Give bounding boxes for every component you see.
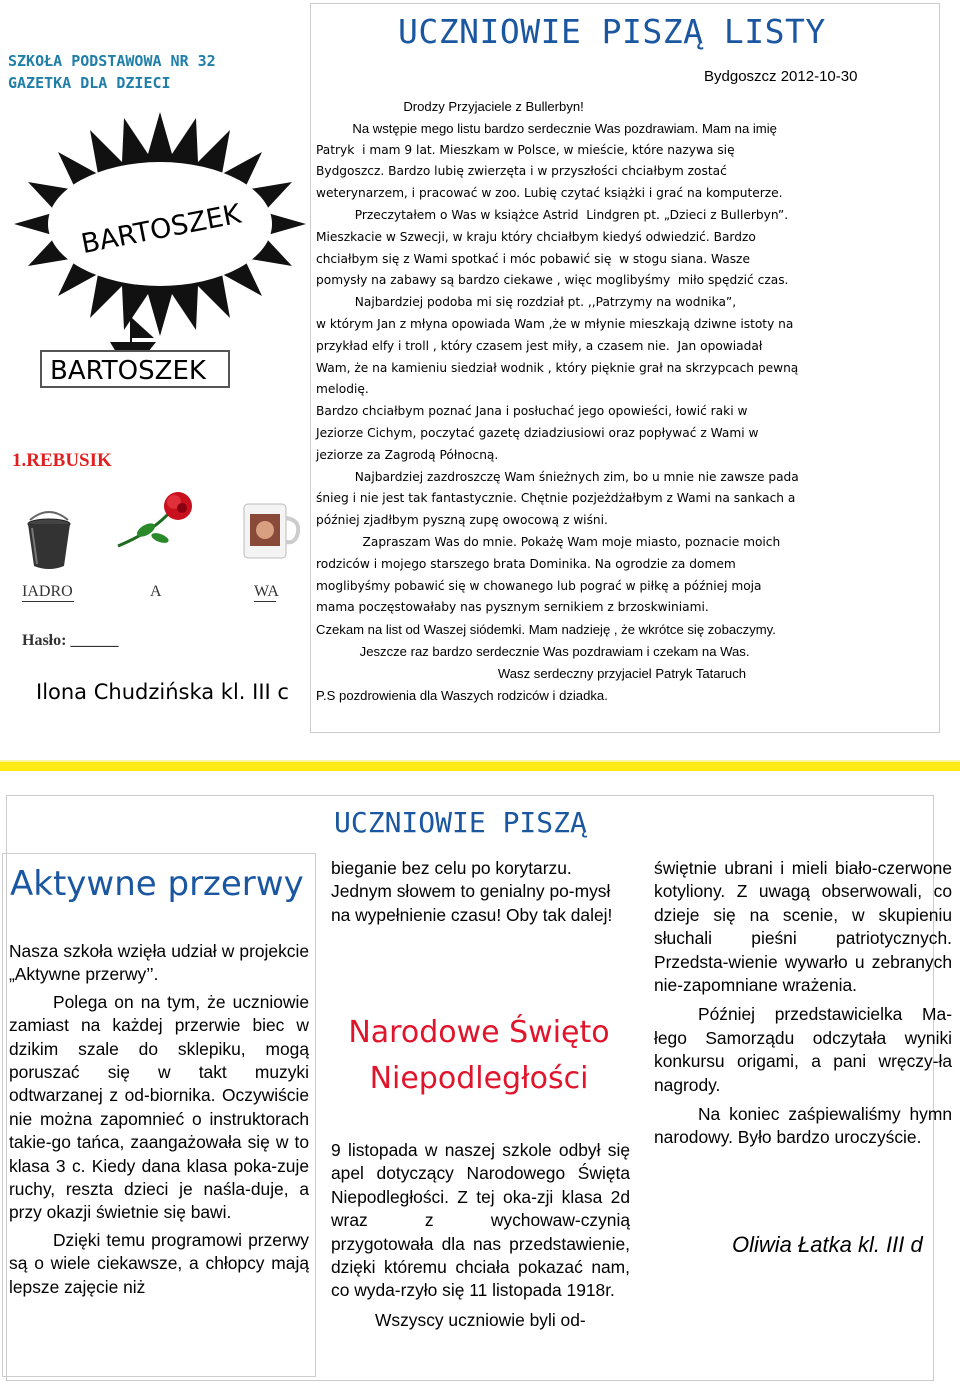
letter-line: Patryk i mam 9 lat. Mieszkam w Polsce, w mieście, które nazywa się — [316, 142, 735, 157]
rebus-word-3: WA — [254, 583, 279, 600]
letter-body — [316, 96, 926, 706]
letter-line: w którym Jan z młyna opowiada Wam ,że w młynie mieszkają dziwne istoty na — [316, 316, 794, 331]
letter-line: Przeczytałem o Was w książce Astrid Lindgren pt. „Dzieci z Bullerbyn”. — [316, 207, 789, 222]
letter-date: Bydgoszcz 2012-10-30 — [704, 68, 858, 85]
students-heading: UCZNIOWIE PISZĄ — [334, 806, 587, 839]
rebus-word-2: A — [150, 583, 162, 600]
letter-line: Najbardziej zazdroszczę Wam śnieżnych zim, bo u mnie nie zawsze pada — [316, 469, 799, 484]
title-line-2: Niepodległości — [369, 1061, 589, 1096]
school-line-2: GAZETKA DLA DZIECI — [8, 74, 171, 92]
logo-starburst — [12, 108, 308, 340]
letter-line: Wam, że na kamieniu siedział wodnik , który pięknie grał na skrzypcach pewną — [316, 360, 799, 375]
article-paragraph: Na koniec zaśpiewaliśmy hymn narodowy. Było bardzo uroczyście. — [654, 1104, 952, 1148]
letter-line: jeziorze za Zagrodą Północną. — [316, 447, 499, 462]
title-line-1: Narodowe Święto — [348, 1015, 610, 1050]
article-paragraph: Wszyscy uczniowie byli od- — [375, 1309, 586, 1330]
column-2-lower — [331, 1139, 630, 1332]
letter-line: rodziców i mojego starszego brata Dominika. Na ogrodzie za domem — [316, 556, 736, 571]
article-paragraph: Później przedstawicielka Ma-łego Samorządu odczytała wyniki konkursu origami, a pani wręczy-ła nagrody. — [654, 1004, 952, 1095]
letter-line: mama poczęstowałaby nas pysznym sernikiem z brzoskwiniami. — [316, 600, 709, 615]
letter-line: weterynarzem, i pracować w zoo. Lubię czytać książki i grać na komputerze. — [316, 186, 783, 201]
strike-line — [254, 601, 276, 602]
column-3 — [654, 857, 952, 1150]
rebus-word-1: IADRO — [22, 583, 73, 600]
rebus-title: 1.REBUSIK — [12, 450, 112, 471]
letter-line: Jeszcze raz bardzo serdecznie Was pozdrawiam i czekam na Was. — [316, 643, 750, 659]
letter-line: Mieszkacie w Szwecji, w kraju który chciałbym kiedyś odwiedzić. Bardzo — [316, 229, 756, 244]
letter-line: Bardzo chciałbym poznać Jana i posłuchać jego opowieści, łowić raki w — [316, 404, 748, 419]
letter-line: melodię. — [316, 382, 369, 397]
author-top: Ilona Chudzińska kl. III c — [36, 680, 289, 704]
article-title-independence-day — [334, 1010, 624, 1102]
letter-line: przykład elfy i troll , który czasem jest miły, a czasem nie. Jan opowiadał — [316, 338, 763, 353]
mug-icon — [242, 500, 300, 562]
author-bottom: Oliwia Łatka kl. III d — [732, 1232, 923, 1257]
article-paragraph: świętnie ubrani i mieli biało-czerwone kotyliony. Z uwagą obserwowali, co dzieje się na scenie, w skupieniu słuchali pieśni patriotycznych. Przedsta-wienie wywarło u zebranych nie-zapomniane wrażenia. — [654, 858, 952, 996]
starburst-icon — [12, 108, 308, 340]
letter-signature: Wasz serdeczny przyjaciel Patryk Tataruch — [316, 665, 747, 681]
letter-line: Drodzy Przyjaciele z Bullerbyn! — [316, 99, 584, 114]
article-paragraph: Nasza szkoła wzięła udział w projekcie „Aktywne przerwy’’. — [9, 941, 309, 985]
section-separator — [0, 760, 960, 771]
letter-line: Jeziorze Cichym, poczytać gazetę dziadziusiowi oraz popływać z Wami w — [316, 425, 759, 440]
letter-line: Czekam na list od Waszej siódemki. Mam nadzieję , że wkrótce się zobaczymy. — [316, 622, 776, 638]
letter-line: chciałbym się z Wami spotkać i móc pobawić się w stogu siana. Wasze — [316, 251, 750, 266]
letter-postscript: P.S pozdrowienia dla Waszych rodziców i dziadka. — [316, 687, 608, 703]
letter-line: później zjadłbym pyszną zupę owocową z wiśni. — [316, 513, 608, 528]
logo-star-text: BARTOSZEK — [78, 198, 244, 261]
letter-line: moglibyśmy pobawić się w chowanego lub pograć w piłkę a później moja — [316, 578, 762, 593]
letter-line: Na wstępie mego listu bardzo serdecznie Was pozdrawiam. Mam na imię — [316, 120, 777, 136]
column-2 — [331, 857, 630, 927]
article-paragraph: Polega on na tym, że uczniowie zamiast na każdej przerwie biec w dzikim szale do sklepiku, mogą poruszać się w takt muzyki odtwarzanej z od-biornika. Oczywiście nie można zapomnieć o instruktorach takie-go tańca, zaangażowała się w to klasa 3 c. Kiedy dana klasa poka-zuje ruchy, reszta dzieci je naśla-duje, a przy okazji świetnie się bawi. — [9, 991, 309, 1223]
strike-line — [22, 601, 74, 602]
article-title-active-breaks: Aktywne przerwy — [10, 864, 304, 904]
column-1 — [9, 940, 309, 1299]
letter-line: śnieg i nie jest tak fantastycznie. Chętnie pozjeżdżałbym z Wami na sankach a — [316, 491, 796, 506]
letter-line: Najbardziej podoba mi się rozdział pt. ,,Patrzymy na wodnika”, — [316, 295, 737, 310]
letter-line: Zapraszam Was do mnie. Pokażę Wam moje miasto, poznacie moich — [316, 534, 781, 549]
rebus-password: Hasło: ______ — [22, 632, 119, 649]
school-name — [8, 50, 216, 94]
article-paragraph: Dzięki temu programowi przerwy są o wiele ciekawsze, a chłopcy mają lepsze zajęcie niż — [9, 1229, 309, 1297]
article-paragraph: bieganie bez celu po korytarzu. Jednym słowem to genialny po-mysł na wypełnienie czasu! Oby tak dalej! — [331, 858, 613, 925]
letter-line: Bydgoszcz. Bardzo lubię zwierzęta i w przyszłości chciałbym zostać — [316, 164, 727, 179]
letters-heading: UCZNIOWIE PISZĄ LISTY — [398, 12, 826, 51]
letter-line: pomysły na zabawy są bardzo ciekawe , więc moglibyśmy miło spędzić czas. — [316, 273, 789, 288]
school-line-1: SZKOŁA PODSTAWOWA NR 32 — [8, 52, 216, 70]
logo-text-box: BARTOSZEK — [40, 350, 230, 388]
article-paragraph: 9 listopada w naszej szkole odbył się apel dotyczący Narodowego Święta Niepodległości. Z tej oka-zji klasa 2d wraz z wychowaw-czynią przygotowała dla nas przedstawienie, dzięki któremu chciała pokazać nam, co wyda-rzyło się 11 listopada 1918r. — [331, 1140, 630, 1301]
ship-icon — [108, 318, 158, 354]
rose-icon — [116, 488, 216, 552]
bucket-icon — [24, 510, 74, 570]
